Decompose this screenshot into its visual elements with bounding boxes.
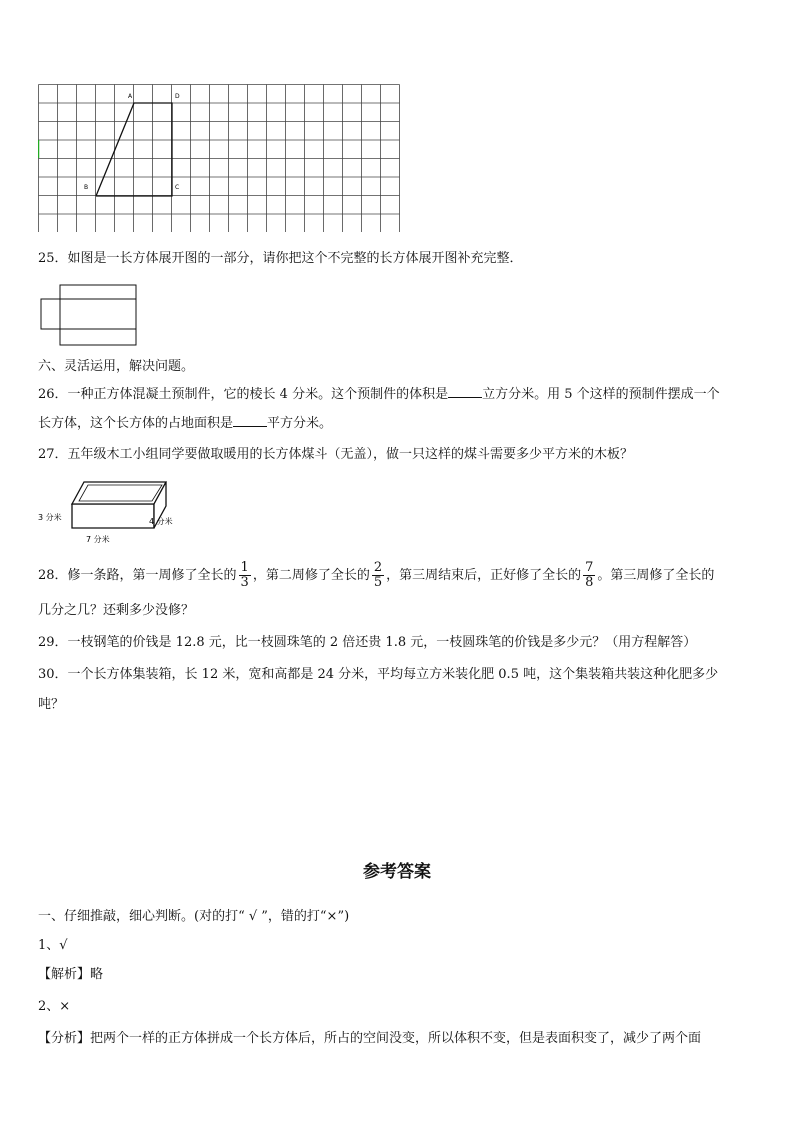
answer-1-note: 【解析】略 bbox=[38, 967, 104, 982]
q28-part3: ，第三周结束后，正好修了全长的 bbox=[386, 568, 582, 583]
answer-2-note: 【分析】把两个一样的正方体拼成一个长方体后，所占的空间没变，所以体积不变，但是表面积变了，减少了两个面 bbox=[38, 1031, 702, 1046]
box-height-label: 3 分米 bbox=[38, 513, 62, 522]
label-a: A bbox=[128, 93, 133, 100]
question-30-line2: 吨？ bbox=[38, 697, 65, 712]
label-d: D bbox=[175, 93, 180, 100]
net-figure bbox=[40, 283, 140, 347]
question-28-line1 bbox=[38, 556, 714, 596]
question-27: 27．五年级木工小组同学要做取暖用的长方体煤斗（无盖），做一只这样的煤斗需要多少平方米的木板？ bbox=[38, 447, 634, 462]
q26-part3: 长方体，这个长方体的占地面积是 bbox=[38, 416, 234, 431]
label-b: B bbox=[84, 184, 89, 191]
question-29: 29．一枝钢笔的价钱是 12.8 元，比一枝圆珠笔的 2 倍还贵 1.8 元，一枝圆珠笔的价钱是多少元？（用方程解答） bbox=[38, 635, 697, 650]
answer-1: 1、√ bbox=[38, 938, 68, 953]
q28-part1: 28．修一条路，第一周修了全长的 bbox=[38, 568, 237, 583]
question-30-line1: 30．一个长方体集装箱，长 12 米，宽和高都是 24 分米，平均每立方米装化肥 0.5 吨，这个集装箱共装这种化肥多少 bbox=[38, 667, 719, 682]
q26-part2: 立方分米。用 5 个这样的预制件摆成一个 bbox=[482, 387, 720, 402]
q28-part2: ，第二周修了全长的 bbox=[252, 568, 370, 583]
answer-blank-2[interactable] bbox=[233, 414, 267, 427]
question-28-line2: 几分之几？还剩多少没修？ bbox=[38, 603, 195, 618]
fraction-7-8: $\frac{7}{8}$ bbox=[585, 560, 594, 590]
box-length-label: 7 分米 bbox=[86, 535, 110, 544]
question-26-line1 bbox=[38, 385, 720, 404]
parallelogram-shape bbox=[96, 103, 172, 196]
answer-blank-1[interactable] bbox=[448, 385, 482, 398]
grid-lines bbox=[39, 85, 400, 233]
label-c: C bbox=[175, 184, 180, 191]
coal-box-figure bbox=[36, 476, 186, 550]
question-25: 25．如图是一长方体展开图的一部分，请你把这个不完整的长方体展开图补充完整． bbox=[38, 251, 523, 266]
q28-part4: 。第三周修了全长的 bbox=[597, 568, 715, 583]
answers-title: 参考答案 bbox=[363, 862, 431, 882]
section-6-heading: 六、灵活运用，解决问题。 bbox=[38, 359, 195, 374]
fraction-1-3: $\frac{1}{3}$ bbox=[240, 560, 249, 590]
question-26-line2 bbox=[38, 414, 332, 433]
answer-2: 2、× bbox=[38, 999, 71, 1014]
fraction-2-5: $\frac{2}{5}$ bbox=[373, 560, 383, 590]
grid-figure bbox=[38, 84, 400, 232]
answers-section-1: 一、仔细推敲，细心判断。(对的打“ √ ”，错的打“×”) bbox=[38, 909, 350, 924]
q26-part4: 平方分米。 bbox=[267, 416, 333, 431]
q26-part1: 26．一种正方体混凝土预制件，它的棱长 4 分米。这个预制件的体积是 bbox=[38, 387, 449, 402]
box-width-label: 4 分米 bbox=[149, 517, 173, 526]
